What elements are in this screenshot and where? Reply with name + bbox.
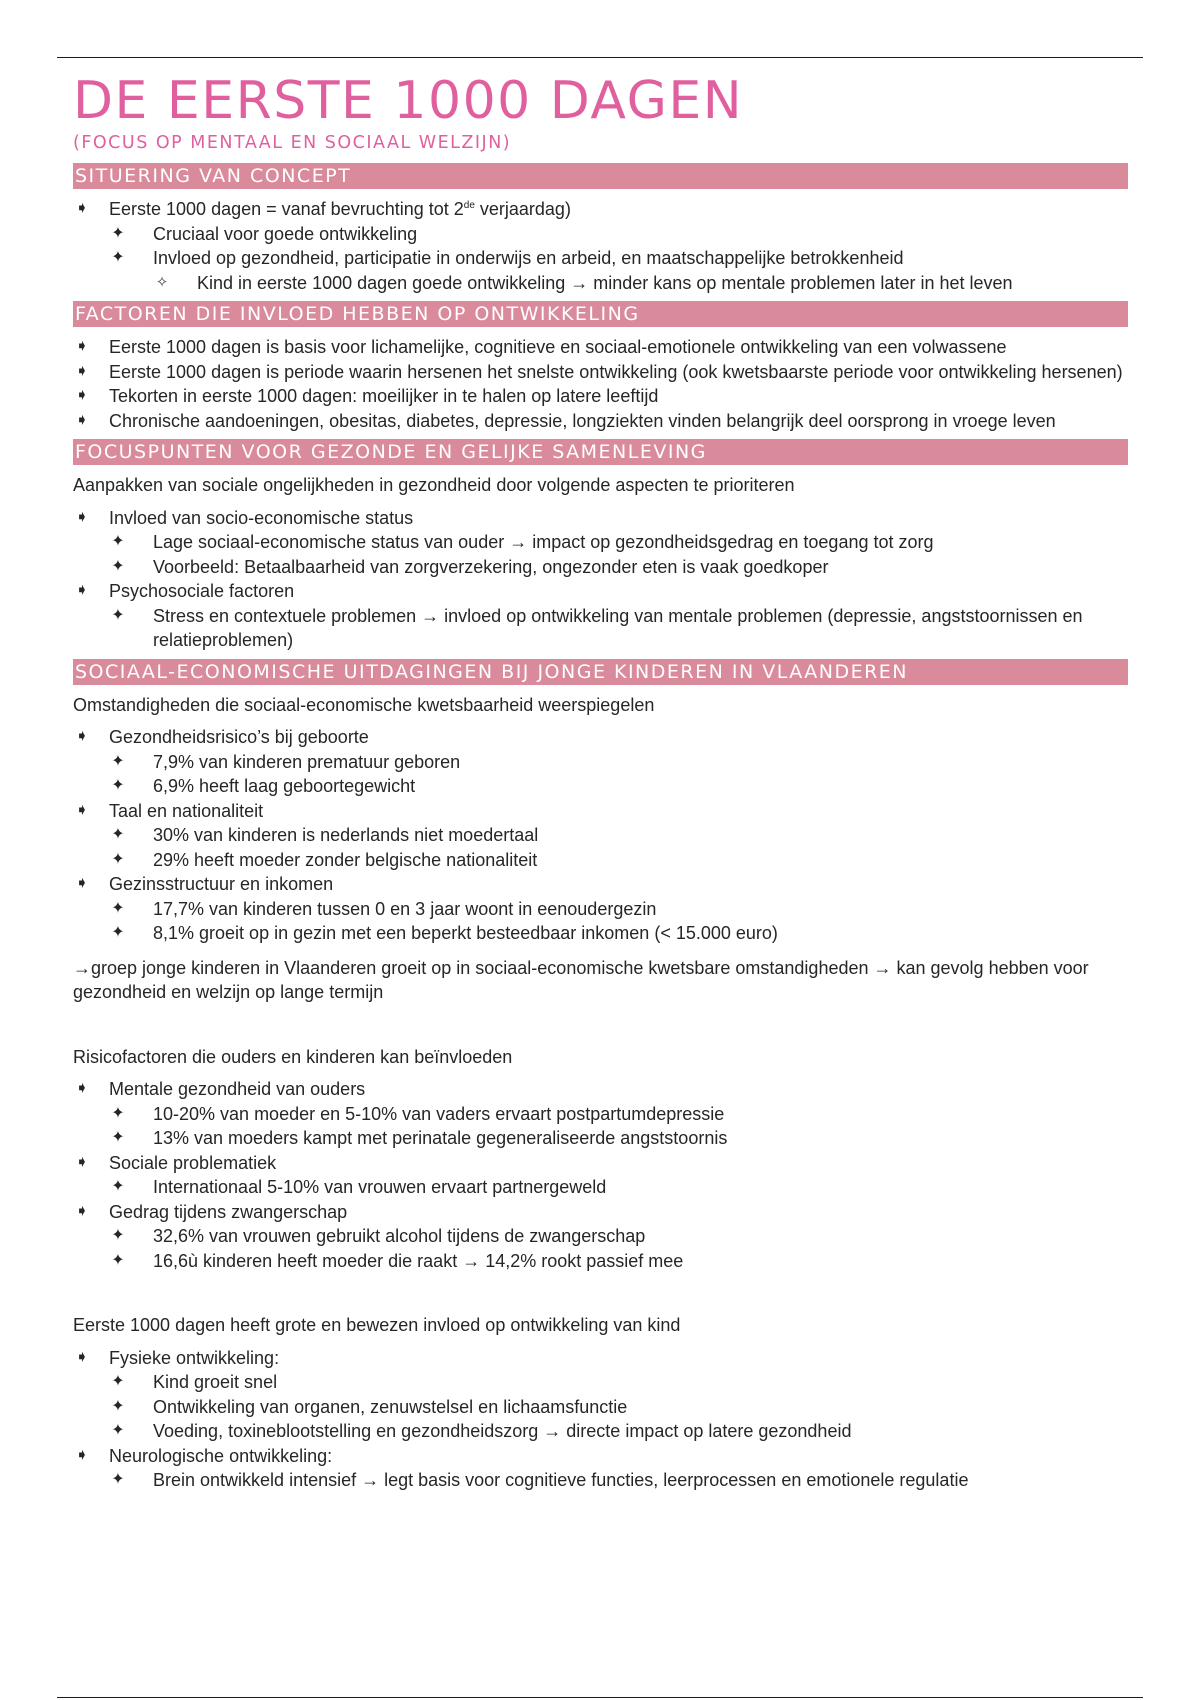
paragraph: Aanpakken van sociale ongelijkheden in gezondheid door volgende aspecten te prioriteren	[73, 475, 795, 495]
star-bullet-icon: ✦	[111, 1422, 125, 1439]
sub-list	[109, 530, 1128, 579]
list-item: ✦ 13% van moeders kampt met perinatale gegeneraliseerde angststoornis	[109, 1126, 1128, 1151]
page-title: DE EERSTE 1000 DAGEN	[73, 71, 744, 131]
star-bullet-icon: ✦	[111, 752, 125, 770]
star-bullet-icon: ✦	[111, 1104, 125, 1122]
list-item: ➧ Taal en nationaliteit ✦ 30% van kinderen is nederlands niet moedertaal ✦ 29% heeft moeder zonder belgische nationaliteit	[73, 799, 1128, 873]
sub-sub-list	[153, 271, 1128, 296]
list-item: ➧ Gezinsstructuur en inkomen ✦ 17,7% van kinderen tussen 0 en 3 jaar woont in eenoudergezin ✦ 8,1% groeit op in gezin met een beperkt besteedbaar inkomen (< 15.000 euro)	[73, 872, 1128, 946]
bottom-rule	[57, 1697, 1143, 1698]
spacer	[73, 1005, 1128, 1045]
section-heading: SITUERING VAN CONCEPT	[73, 163, 1128, 189]
star-bullet-icon: ✦	[111, 924, 125, 941]
conclusion-paragraph: →groep jonge kinderen in Vlaanderen groeit op in sociaal-economische kwetsbare omstandigheden → kan gevolg hebben voor gezondheid en welzijn op lange termijn	[73, 957, 1089, 1002]
arrow-bullet-icon: ➧	[75, 387, 89, 404]
list-item: ➧ Eerste 1000 dagen = vanaf bevruchting tot 2de verjaardag) ✦ Cruciaal voor goede ontwikkeling ✦ Invloed op gezondheid, participatie in onderwijs en arbeid, en maatschappelijke betrokkenheid ✧ Kind in eerste 1000 dagen goede ontwikkeling → minder kans op mentale problemen later in het leven	[73, 197, 1128, 295]
bullet-list	[73, 335, 1128, 433]
list-item: ✦ Invloed op gezondheid, participatie in onderwijs en arbeid, en maatschappelijke betrokkenheid ✧ Kind in eerste 1000 dagen goede ontwikkeling → minder kans op mentale problemen later in het leven	[109, 246, 1128, 295]
list-item: ✦ 30% van kinderen is nederlands niet moedertaal	[109, 823, 1128, 848]
list-item: ✦ 32,6% van vrouwen gebruikt alcohol tijdens de zwangerschap	[109, 1224, 1128, 1249]
list-item: ✦ Cruciaal voor goede ontwikkeling	[109, 222, 1128, 247]
star-bullet-icon: ✦	[111, 826, 125, 843]
list-item: ➧ Psychosociale factoren ✦ Stress en contextuele problemen → invloed op ontwikkeling van mentale problemen (depressie, angststoornissen en relatieproblemen)	[73, 579, 1128, 653]
list-item: ➧ Fysieke ontwikkeling: ✦ Kind groeit snel ✦ Ontwikkeling van organen, zenuwstelsel en lichaamsfunctie ✦ Voeding, toxineblootstelling en gezondheidszorg → directe impact op latere gezondheid	[73, 1346, 1128, 1444]
list-item: ✦ 10-20% van moeder en 5-10% van vaders ervaart postpartumdepressie	[109, 1102, 1128, 1127]
arrow-bullet-icon: ➧	[75, 1202, 89, 1220]
list-item: ✦ Kind groeit snel	[109, 1370, 1128, 1395]
sub-list	[109, 1224, 1128, 1273]
list-item: ➧ Neurologische ontwikkeling: ✦ Brein ontwikkeld intensief → legt basis voor cognitieve functies, leerprocessen en emotionele regulatie	[73, 1444, 1128, 1493]
arrow-bullet-icon: ➧	[75, 1446, 89, 1464]
list-item: ➧ Gedrag tijdens zwangerschap ✦ 32,6% van vrouwen gebruikt alcohol tijdens de zwangerschap ✦ 16,6ù kinderen heeft moeder die raakt → 14,2% rookt passief mee	[73, 1200, 1128, 1274]
sub-list	[109, 897, 1128, 946]
sub-list	[109, 1175, 1128, 1200]
sub-list	[109, 750, 1128, 799]
list-item: ✦ 16,6ù kinderen heeft moeder die raakt → 14,2% rookt passief mee	[109, 1249, 1128, 1274]
bullet-list	[73, 1077, 1128, 1273]
arrow-bullet-icon: ➧	[75, 200, 89, 217]
paragraph: Omstandigheden die sociaal-economische kwetsbaarheid weerspiegelen	[73, 694, 655, 715]
list-item: ✦ 8,1% groeit op in gezin met een beperkt besteedbaar inkomen (< 15.000 euro)	[109, 921, 1128, 946]
list-item: ✦ Stress en contextuele problemen → invloed op ontwikkeling van mentale problemen (depressie, angststoornissen en relatieproblemen)	[109, 604, 1128, 653]
page-subtitle: (FOCUS OP MENTAAL EN SOCIAAL WELZIJN)	[73, 133, 512, 153]
list-item: ✧ Kind in eerste 1000 dagen goede ontwikkeling → minder kans op mentale problemen later in het leven	[153, 271, 1128, 296]
top-rule	[57, 57, 1143, 58]
list-item: ➧ Gezondheidsrisico’s bij geboorte ✦ 7,9% van kinderen prematuur geboren ✦ 6,9% heeft laag geboortegewicht	[73, 725, 1128, 799]
bullet-list	[73, 725, 1128, 946]
section-heading: FOCUSPUNTEN VOOR GEZONDE EN GELIJKE SAMENLEVING	[73, 439, 1128, 465]
list-item: ➧ Mentale gezondheid van ouders ✦ 10-20% van moeder en 5-10% van vaders ervaart postpartumdepressie ✦ 13% van moeders kampt met perinatale gegeneraliseerde angststoornis	[73, 1077, 1128, 1151]
arrow-bullet-icon: ➧	[75, 1080, 89, 1097]
star-bullet-icon: ✦	[111, 533, 125, 550]
sub-list	[109, 823, 1128, 872]
star-bullet-icon: ✦	[111, 1471, 125, 1488]
star-bullet-icon: ✦	[111, 606, 125, 624]
arrow-bullet-icon: ➧	[75, 801, 89, 819]
sub-list	[109, 222, 1128, 296]
bullet-list	[73, 506, 1128, 653]
arrow-bullet-icon: ➧	[75, 875, 89, 892]
star-bullet-icon: ✦	[111, 850, 125, 868]
list-item: ➧ Eerste 1000 dagen is basis voor lichamelijke, cognitieve en sociaal-emotionele ontwikkeling van een volwassene	[73, 335, 1128, 360]
list-item: ✦ 7,9% van kinderen prematuur geboren	[109, 750, 1128, 775]
list-item: ➧ Tekorten in eerste 1000 dagen: moeilijker in te halen op latere leeftijd	[73, 384, 1128, 409]
star-bullet-icon: ✦	[111, 1397, 125, 1415]
bullet-list	[73, 1346, 1128, 1493]
list-item: ✦ Ontwikkeling van organen, zenuwstelsel en lichaamsfunctie	[109, 1395, 1128, 1420]
star-bullet-icon: ✦	[111, 777, 125, 794]
sub-list	[109, 1370, 1128, 1444]
list-item: ➧ Sociale problematiek ✦ Internationaal 5-10% van vrouwen ervaart partnergeweld	[73, 1151, 1128, 1200]
list-item: ➧ Chronische aandoeningen, obesitas, diabetes, depressie, longziekten vinden belangrijk deel oorsprong in vroege leven	[73, 409, 1128, 434]
list-item: ✦ Brein ontwikkeld intensief → legt basis voor cognitieve functies, leerprocessen en emotionele regulatie	[109, 1468, 1128, 1493]
list-item: ➧ Invloed van socio-economische status ✦ Lage sociaal-economische status van ouder → impact op gezondheidsgedrag en toegang tot zorg ✦ Voorbeeld: Betaalbaarheid van zorgverzekering, ongezonder eten is vaak goedkoper	[73, 506, 1128, 580]
star-bullet-icon: ✦	[111, 1373, 125, 1390]
diamond-bullet-icon: ✧	[155, 273, 169, 291]
list-item: ✦ 6,9% heeft laag geboortegewicht	[109, 774, 1128, 799]
star-bullet-icon: ✦	[111, 1129, 125, 1146]
star-bullet-icon: ✦	[111, 1178, 125, 1195]
list-item: ✦ Voorbeeld: Betaalbaarheid van zorgverzekering, ongezonder eten is vaak goedkoper	[109, 555, 1128, 580]
star-bullet-icon: ✦	[111, 557, 125, 575]
arrow-bullet-icon: ➧	[75, 582, 89, 599]
arrow-bullet-icon: ➧	[75, 362, 89, 380]
spacer	[73, 946, 1128, 956]
list-item: ➧ Eerste 1000 dagen is periode waarin hersenen het snelste ontwikkeling (ook kwetsbaarste periode voor ontwikkeling hersenen)	[73, 360, 1128, 385]
spacer	[73, 1273, 1128, 1313]
sub-list	[109, 1102, 1128, 1151]
star-bullet-icon: ✦	[111, 899, 125, 917]
list-item: ✦ 17,7% van kinderen tussen 0 en 3 jaar woont in eenoudergezin	[109, 897, 1128, 922]
bullet-list	[73, 197, 1128, 295]
arrow-bullet-icon: ➧	[75, 728, 89, 745]
arrow-bullet-icon: ➧	[75, 1153, 89, 1171]
arrow-bullet-icon: ➧	[75, 411, 89, 429]
star-bullet-icon: ✦	[111, 1227, 125, 1244]
paragraph: Risicofactoren die ouders en kinderen kan beïnvloeden	[73, 1046, 513, 1067]
list-item: ✦ Lage sociaal-economische status van ouder → impact op gezondheidsgedrag en toegang tot zorg	[109, 530, 1128, 555]
paragraph: Eerste 1000 dagen heeft grote en bewezen invloed op ontwikkeling van kind	[73, 1315, 681, 1335]
star-bullet-icon: ✦	[111, 224, 125, 242]
arrow-bullet-icon: ➧	[75, 338, 89, 355]
arrow-bullet-icon: ➧	[75, 1348, 89, 1366]
list-item: ✦ Internationaal 5-10% van vrouwen ervaart partnergeweld	[109, 1175, 1128, 1200]
arrow-bullet-icon: ➧	[75, 508, 89, 526]
list-item: ✦ 29% heeft moeder zonder belgische nationaliteit	[109, 848, 1128, 873]
list-item: ✦ Voeding, toxineblootstelling en gezondheidszorg → directe impact op latere gezondheid	[109, 1419, 1128, 1444]
section-heading: SOCIAAL-ECONOMISCHE UITDAGINGEN BIJ JONGE KINDEREN IN VLAANDEREN	[73, 659, 1128, 685]
star-bullet-icon: ✦	[111, 249, 125, 266]
sub-list	[109, 604, 1128, 653]
sub-list	[109, 1468, 1128, 1493]
star-bullet-icon: ✦	[111, 1251, 125, 1269]
section-heading: FACTOREN DIE INVLOED HEBBEN OP ONTWIKKELING	[73, 301, 1128, 327]
document-page	[73, 72, 1128, 1493]
